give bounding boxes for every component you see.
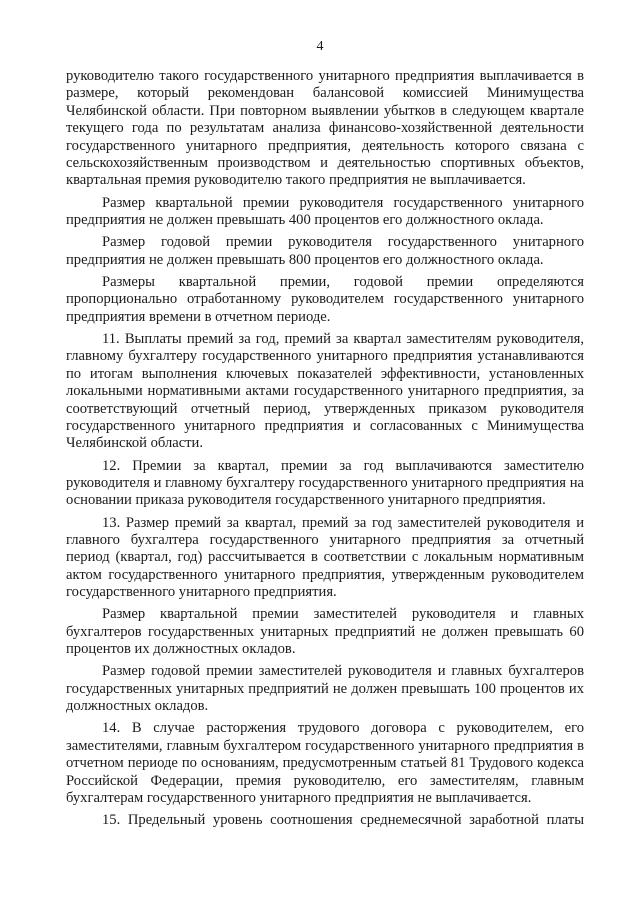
paragraph-deputy-quarterly-limit: Размер квартальной премии заместителей руководителя и главных бухгалтеров государственных унитарных предприятий не должен превышать 60 процентов их должностных окладов. — [66, 606, 584, 658]
paragraph-deputy-annual-limit: Размер годовой премии заместителей руководителя и главных бухгалтеров государственных унитарных предприятий не должен превышать 100 процентов их должностных окладов. — [66, 663, 584, 715]
paragraph-continuation: руководителю такого государственного унитарного предприятия выплачивается в размере, который рекомендован балансовой комиссией Минимущества Челябинской области. При повторном выявлении убытков в следующем квартале текущего года по результатам анализа финансово-хозяйственной деятельности государственного унитарного предприятия, деятельность которого связана с сельскохозяйственным производством и деятельностью спортивных объектов, квартальная премия руководителю такого предприятия не выплачивается. — [66, 68, 584, 189]
paragraph-annual-bonus-limit: Размер годовой премии руководителя государственного унитарного предприятия не должен превышать 800 процентов его должностного оклада. — [66, 234, 584, 268]
paragraph-clause-15: 15. Предельный уровень соотношения среднемесячной заработной платы — [102, 812, 584, 829]
paragraph-clause-11: 11. Выплаты премий за год, премий за квартал заместителям руководителя, главному бухгалтеру государственного унитарного предприятия устанавливаются по итогам выполнения ключевых показателей эффективности, установленных локальными нормативными актами государственного унитарного предприятия, за соответствующий отчетный период, утвержденных приказом руководителя государственного унитарного предприятия и согласованных с Минимущества Челябинской области. — [66, 330, 584, 452]
document-body — [66, 68, 584, 834]
paragraph-quarterly-bonus-limit: Размер квартальной премии руководителя государственного унитарного предприятия не должен превышать 400 процентов его должностного оклада. — [66, 194, 584, 229]
paragraph-bonus-proportion: Размеры квартальной премии, годовой премии определяются пропорционально отработанному руководителем государственного унитарного предприятия времени в отчетном периоде. — [66, 273, 584, 325]
page-number: 4 — [316, 39, 324, 54]
paragraph-clause-14: 14. В случае расторжения трудового договора с руководителем, его заместителями, главным бухгалтером государственного унитарного предприятия в отчетном периоде по основаниям, предусмотренным статьей 81 Трудового кодекса Российской Федерации, премия руководителю, его заместителям, главным бухгалтерам государственного унитарного предприятия не выплачивается. — [66, 720, 584, 807]
paragraph-clause-12: 12. Премии за квартал, премии за год выплачиваются заместителю руководителя и главному бухгалтеру государственного унитарного предприятия на основании приказа руководителя государственного унитарного предприятия. — [66, 457, 584, 509]
paragraph-clause-13: 13. Размер премий за квартал, премий за год заместителей руководителя и главного бухгалтера государственного унитарного предприятия за отчетный период (квартал, год) рассчитывается в соответствии с локальным нормативным актом государственного унитарного предприятия, утвержденным руководителем государственного унитарного предприятия. — [66, 514, 584, 601]
